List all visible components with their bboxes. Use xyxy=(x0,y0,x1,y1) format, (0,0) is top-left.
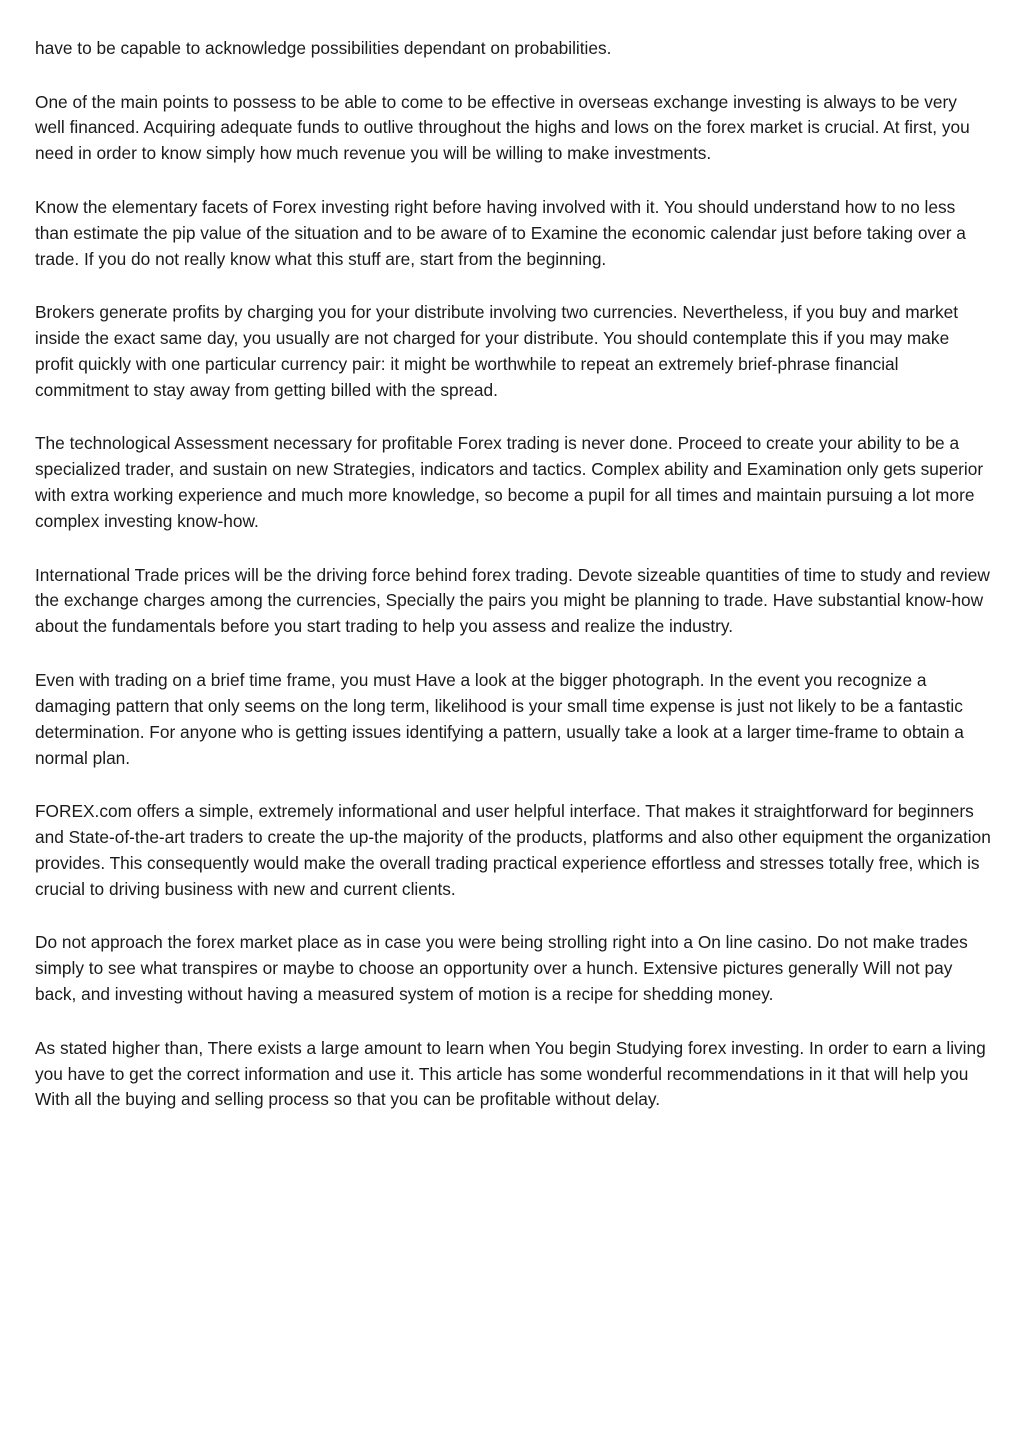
paragraph-5: The technological Assessment necessary for profitable Forex trading is never done. Proceed to create your ability to be a specialized trader, and sustain on new Strategies, indicators and tactics. Complex ability and Examination only gets superior with extra working experience and much more knowledge, so become a pupil for all times and maintain pursuing a lot more complex investing know-how. xyxy=(35,433,984,532)
paragraph-6: International Trade prices will be the driving force behind forex trading. Devote sizeable quantities of time to study and review the exchange charges among the currencies, Specially the pairs you might be planning to trade. Have substantial know-how about the fundamentals before you start trading to help you assess and realize the industry. xyxy=(35,564,990,637)
paragraph-3: Know the elementary facets of Forex investing right before having involved with it. You should understand how to no less than estimate the pip value of the situation and to be aware of to Examine the economic calendar just before taking over a trade. If you do not really know what this stuff are, start from the beginning. xyxy=(35,196,966,269)
paragraph-2: One of the main points to possess to be able to come to be effective in overseas exchange investing is always to be very well financed. Acquiring adequate funds to outlive throughout the highs and lows on the forex market is crucial. At first, you need in order to know simply how much revenue you will be willing to make investments. xyxy=(35,91,970,164)
paragraph-7: Even with trading on a brief time frame, you must Have a look at the bigger photograph. In the event you recognize a damaging pattern that only seems on the long term, likelihood is your small time expense is just not likely to be a fantastic determination. For anyone who is getting issues identifying a pattern, usually take a look at a larger time-frame to obtain a normal plan. xyxy=(35,669,964,768)
paragraph-8: FOREX.com offers a simple, extremely informational and user helpful interface. That makes it straightforward for beginners and State-of-the-art traders to create the up-the majority of the products, platforms and also other equipment the organization provides. This consequently would make the overall trading practical experience effortless and stresses totally free, which is crucial to driving business with new and current clients. xyxy=(35,801,991,899)
paragraph-4: Brokers generate profits by charging you for your distribute involving two currencies. Nevertheless, if you buy and market inside the exact same day, you usually are not charged for your distribute. You should contemplate this if you may make profit quickly with one particular currency pair: it might be worthwhile to repeat an extremely brief-phrase financial commitment to stay away from getting billed with the spread. xyxy=(35,302,959,400)
paragraph-9: Do not approach the forex market place as in case you were being strolling right into a On line casino. Do not make trades simply to see what transpires or maybe to choose an opportunity over a hunch. Extensive pictures generally Will not pay back, and investing without having a measured system of motion is a recipe for shedding money. xyxy=(35,932,968,1005)
paragraph-1: have to be capable to acknowledge possibilities dependant on probabilities. xyxy=(35,38,612,58)
article-body xyxy=(35,36,991,1141)
paragraph-10: As stated higher than, There exists a large amount to learn when You begin Studying forex investing. In order to earn a living you have to get the correct information and use it. This article has some wonderful recommendations in it that will help you With all the buying and selling process so that you can be profitable without delay. xyxy=(35,1037,986,1110)
